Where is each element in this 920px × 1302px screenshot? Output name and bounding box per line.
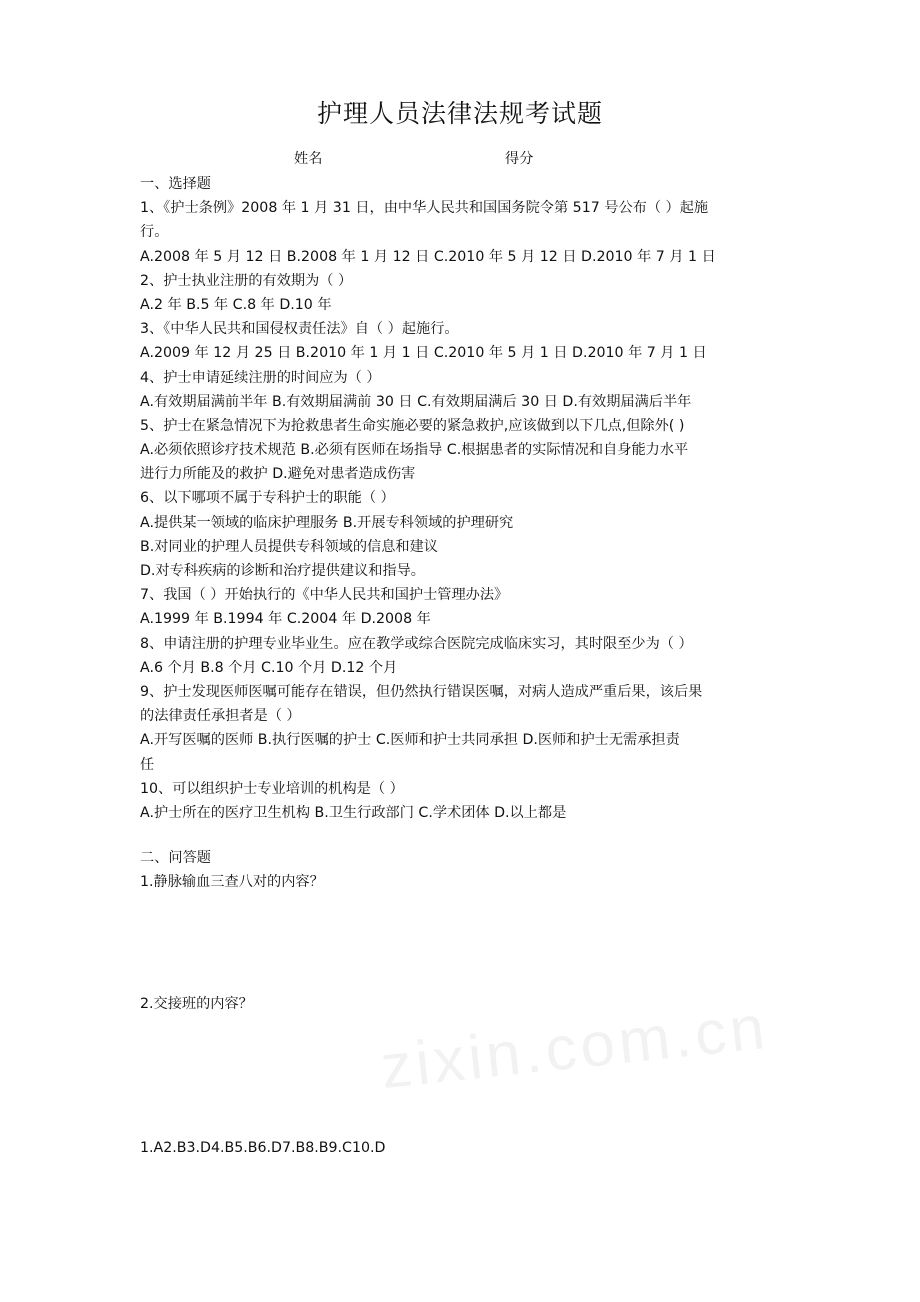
question-line: 9、护士发现医师医嘱可能存在错误，但仍然执行错误医嘱，对病人造成严重后果，该后果 <box>140 683 703 700</box>
question-line: A.提供某一领域的临床护理服务 B.开展专科领域的护理研究 <box>140 514 514 531</box>
section-heading: 一、选择题 <box>140 176 211 192</box>
name-label: 姓名 <box>294 151 323 167</box>
question-line: A.2009 年 12 月 25 日 B.2010 年 1 月 1 日 C.2010 年 5 月 1 日 D.2010 年 7 月 1 日 <box>140 345 707 362</box>
page-title: 护理人员法律法规考试题 <box>316 99 603 128</box>
question-1: 1.静脉输血三查八对的内容？ <box>140 874 324 891</box>
multiple-choice-section <box>140 172 782 825</box>
question-line: 6、以下哪项不属于专科护士的职能（ ） <box>140 490 395 507</box>
question-line: 行。 <box>140 224 169 241</box>
question-line: 3、《中华人民共和国侵权责任法》自（ ）起施行。 <box>140 321 459 338</box>
question-line: 4、护士申请延续注册的时间应为（ ） <box>140 369 381 386</box>
question-line: A.必须依照诊疗技术规范 B.必须有医师在场指导 C.根据患者的实际情况和自身能力水平 <box>140 442 689 459</box>
question-line: 8、申请注册的护理专业毕业生。应在教学或综合医院完成临床实习，其时限至少为（ ） <box>140 635 693 652</box>
question-line: A.护士所在的医疗卫生机构 B.卫生行政部门 C.学术团体 D.以上都是 <box>140 804 567 821</box>
question-line: 的法律责任承担者是（ ） <box>140 708 301 725</box>
question-line: A.有效期届满前半年 B.有效期届满前 30 日 C.有效期届满后 30 日 D.有效期届满后半年 <box>140 393 692 410</box>
answer-space <box>140 894 782 992</box>
question-line: 7、我国（ ）开始执行的《中华人民共和国护士管理办法》 <box>140 587 509 604</box>
question-line: 进行力所能及的救护 D.避免对患者造成伤害 <box>140 466 416 483</box>
question-line: 10、可以组织护士专业培训的机构是（ ） <box>140 780 404 797</box>
question-line: 任 <box>140 756 155 773</box>
score-label: 得分 <box>505 151 534 167</box>
short-answer-section <box>140 846 782 1017</box>
question-line: A.2 年 B.5 年 C.8 年 D.10 年 <box>140 296 332 313</box>
question-line: D.对专科疾病的诊断和治疗提供建议和指导。 <box>140 563 425 579</box>
question-2: 2.交接班的内容？ <box>140 996 253 1013</box>
question-line: A.2008 年 5 月 12 日 B.2008 年 1 月 12 日 C.2010 年 5 月 12 日 D.2010 年 7 月 1 日 <box>140 248 716 265</box>
question-line: B.对同业的护理人员提供专科领域的信息和建议 <box>140 538 438 555</box>
question-lines <box>140 196 782 825</box>
question-line: A.1999 年 B.1994 年 C.2004 年 D.2008 年 <box>140 611 431 628</box>
section-heading: 二、问答题 <box>140 850 211 866</box>
question-line: A.开写医嘱的医师 B.执行医嘱的护士 C.医师和护士共同承担 D.医师和护士无需承担责 <box>140 732 680 749</box>
question-line: A.6 个月 B.8 个月 C.10 个月 D.12 个月 <box>140 659 398 676</box>
question-line: 5、护士在紧急情况下为抢救患者生命实施必要的紧急救护,应该做到以下几点,但除外( ) <box>140 417 685 434</box>
answer-key: 1.A2.B3.D4.B5.B6.D7.B8.B9.C10.D <box>140 1140 386 1156</box>
watermark: zixin.com.cn <box>377 992 772 1103</box>
question-line: 2、护士执业注册的有效期为（ ） <box>140 272 353 289</box>
question-line: 1、《护士条例》2008 年 1 月 31 日，由中华人民共和国国务院令第 517 号公布（ ）起施 <box>140 200 709 217</box>
